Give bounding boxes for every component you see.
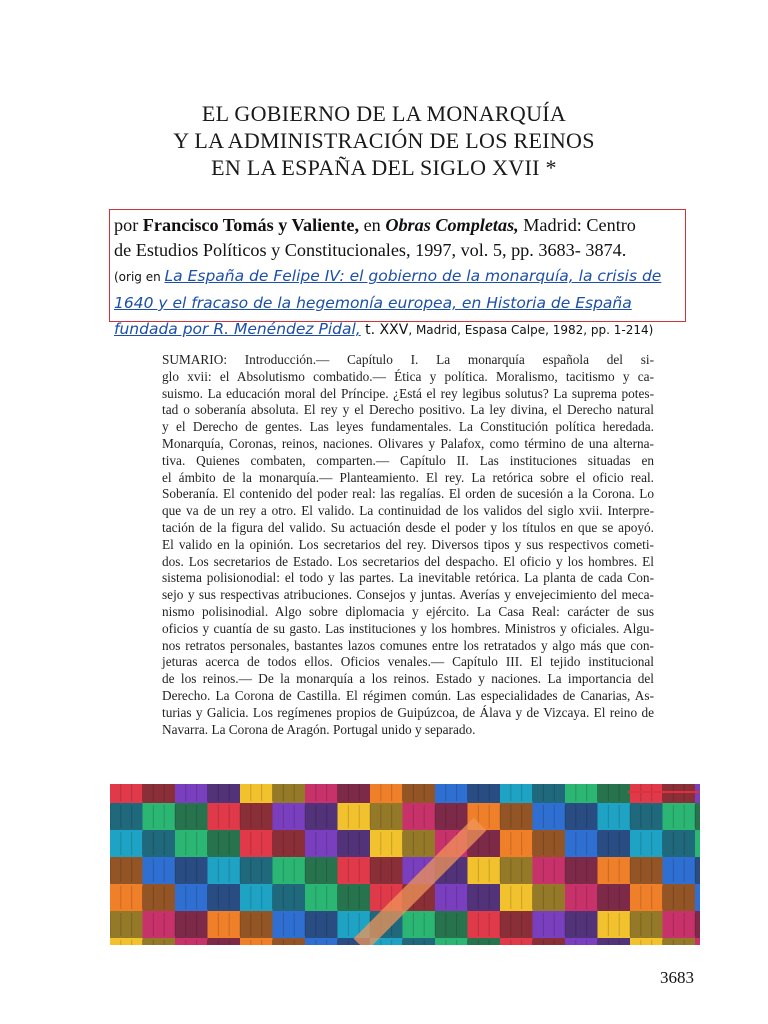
container-block-shade: [240, 857, 273, 884]
sumario-line: que va de un rey a otro. El valido. La continuidad de los validos del siglo xvii. Interpre-: [162, 503, 654, 519]
sumario-line: tad o soberanía absoluta. El rey y el Derecho positivo. La ley divina, el Derecho natural: [162, 402, 654, 418]
container-block: [175, 884, 208, 911]
container-block-shade: [143, 884, 176, 911]
sumario-line: turias y Galicia. Los regímenes propios de Guipúzcoa, de Álava y de Vizcaya. El reino de: [162, 704, 654, 720]
container-block: [435, 784, 468, 803]
container-block: [500, 938, 533, 945]
sumario-block: [162, 352, 654, 738]
container-block-shade: [305, 857, 338, 884]
container-block-shade: [175, 857, 208, 884]
container-block-shade: [240, 803, 273, 830]
container-block-shade: [273, 830, 306, 857]
title-line-3: EN LA ESPAÑA DEL SIGLO XVII *: [211, 155, 557, 180]
container-block-shade: [695, 911, 700, 938]
container-block-shade: [435, 803, 468, 830]
sumario-line: tiva. Quienes combaten, comparten.— Capítulo II. Las instituciones situadas en: [162, 452, 654, 468]
container-block: [110, 830, 143, 857]
citation-box: [109, 209, 686, 338]
container-block-shade: [110, 911, 143, 938]
container-block: [695, 884, 700, 911]
container-block: [273, 911, 306, 938]
container-block-shade: [175, 803, 208, 830]
sumario-line: dos. Los secretarios de Estado. Los secretarios del despacho. El oficio y los hombres. El: [162, 553, 654, 569]
container-block: [500, 830, 533, 857]
title-line-2: Y LA ADMINISTRACIÓN DE LOS REINOS: [173, 128, 595, 153]
sumario-line: jeturas acerca de todos ellos. Oficios venales.— Capítulo III. El tejido institucional: [162, 654, 654, 670]
container-block-shade: [468, 784, 501, 803]
sumario-line: y el Derecho de gentes. Las leyes fundamentales. La Constitución política heredada.: [162, 419, 654, 435]
container-block-shade: [143, 784, 176, 803]
sumario-line: nismo polisinodial. Algo sobre diplomacia y ejército. La Casa Real: carácter de sus: [162, 603, 654, 619]
sumario-line: Derecho. La Corona de Castilla. El régimen común. Las especialidades de Canarias, As-: [162, 687, 654, 703]
citation-work: Obras Completas,: [385, 215, 519, 235]
container-block: [468, 857, 501, 884]
container-block: [338, 857, 371, 884]
container-block-shade: [305, 803, 338, 830]
container-block: [305, 830, 338, 857]
citation-line-5: [114, 316, 681, 343]
citation-line-3: [114, 263, 681, 290]
container-block-shade: [403, 938, 436, 945]
sumario-line: El valido en la opinión. Los secretarios del rey. Diversos tipos y sus respectivos cometi-: [162, 536, 654, 552]
container-block-shade: [533, 784, 566, 803]
container-block-shade: [208, 884, 241, 911]
container-block-shade: [338, 884, 371, 911]
container-block: [175, 830, 208, 857]
article-title: [0, 100, 768, 181]
container-block-shade: [208, 784, 241, 803]
citation-author: Francisco Tomás y Valiente,: [142, 215, 360, 235]
container-block-shade: [338, 784, 371, 803]
citation-link-3[interactable]: fundada por R. Menéndez Pidal,: [114, 320, 361, 338]
container-block-shade: [565, 857, 598, 884]
container-block-shade: [403, 830, 436, 857]
container-block: [403, 911, 436, 938]
container-block: [110, 938, 143, 945]
container-block-shade: [663, 938, 696, 945]
container-block: [175, 938, 208, 945]
container-block: [305, 938, 338, 945]
container-block: [240, 938, 273, 945]
container-block-shade: [598, 938, 631, 945]
container-block: [110, 884, 143, 911]
sumario-line: Soberanía. El contenido del poder real: las regalías. El orden de sucesión a la Corona. Lo: [162, 486, 654, 502]
container-block-shade: [273, 884, 306, 911]
container-block: [565, 830, 598, 857]
container-block-shade: [175, 911, 208, 938]
container-block: [598, 803, 631, 830]
sumario-line: sistema polisionodial: el todo y las partes. La inevitable retórica. La planta de cada Con-: [162, 570, 654, 586]
container-block-shade: [435, 911, 468, 938]
container-block: [305, 784, 338, 803]
container-block: [533, 911, 566, 938]
container-block-shade: [533, 938, 566, 945]
citation-line-4: [114, 290, 681, 316]
sumario-line: el ámbito de la monarquía.— Planteamiento. El rey. La retórica sobre el oficio real.: [162, 469, 654, 485]
container-block-shade: [663, 784, 696, 803]
container-block: [500, 884, 533, 911]
container-block-shade: [565, 803, 598, 830]
citation-link-2[interactable]: 1640 y el fracaso de la hegemonía europea, en Historia de España: [114, 294, 632, 312]
container-block: [663, 911, 696, 938]
sumario-line: oficios y cuantía de su gasto. Las instituciones y los hombres. Ministros y oficiales. Algu-: [162, 620, 654, 636]
container-block-shade: [533, 884, 566, 911]
container-block-shade: [110, 857, 143, 884]
container-block-shade: [468, 938, 501, 945]
container-block: [208, 803, 241, 830]
sumario-line: sejo y sus respectivas atribuciones. Consejos y juntas. Averías y envejecimiento del meca-: [162, 587, 654, 603]
container-block: [468, 911, 501, 938]
citation-en: en: [359, 215, 386, 235]
container-block: [565, 784, 598, 803]
container-block: [273, 803, 306, 830]
container-block-shade: [630, 857, 663, 884]
container-block-shade: [500, 857, 533, 884]
container-block-shade: [598, 884, 631, 911]
container-block-shade: [370, 803, 403, 830]
container-block: [598, 911, 631, 938]
container-block: [435, 938, 468, 945]
sumario-line: Monarquía, Coronas, reinos, naciones. Olivares y Palafox, como término de una alterna-: [162, 435, 654, 451]
sumario-line: suismo. La educación moral del Príncipe. ¿Está el rey legibus solutus? La suprema potes-: [162, 385, 654, 401]
container-block: [143, 911, 176, 938]
container-block: [663, 803, 696, 830]
citation-orig-prefix: (orig en: [114, 270, 165, 284]
title-line-1: EL GOBIERNO DE LA MONARQUÍA: [201, 101, 567, 126]
container-block: [143, 803, 176, 830]
container-block-shade: [598, 784, 631, 803]
container-block-shade: [695, 857, 700, 884]
container-block-shade: [630, 911, 663, 938]
container-block-shade: [240, 911, 273, 938]
container-block: [110, 784, 143, 803]
container-block-shade: [598, 830, 631, 857]
citation-por: por: [114, 215, 143, 235]
container-block-shade: [305, 911, 338, 938]
container-block: [240, 884, 273, 911]
container-block: [370, 784, 403, 803]
container-block-shade: [468, 884, 501, 911]
container-block-shade: [110, 803, 143, 830]
container-block: [143, 857, 176, 884]
container-block: [630, 938, 663, 945]
container-block-shade: [403, 784, 436, 803]
container-block: [533, 803, 566, 830]
container-block: [533, 857, 566, 884]
container-block-shade: [663, 830, 696, 857]
sumario-line: SUMARIO: Introducción.— Capítulo I. La monarquía española del si-: [162, 352, 654, 367]
container-block-shade: [500, 803, 533, 830]
citation-publisher: Madrid: Centro: [518, 215, 636, 235]
container-block-shade: [273, 938, 306, 945]
sumario-line: tación de la figura del valido. Su actuación desde el poder y los títulos en que se apoyó.: [162, 519, 654, 535]
container-block: [695, 830, 700, 857]
container-block-shade: [208, 938, 241, 945]
citation-tomo: t. XXV: [360, 322, 409, 338]
citation-line-1: [114, 213, 681, 238]
container-block: [630, 784, 663, 803]
container-block: [630, 884, 663, 911]
container-block-shade: [663, 884, 696, 911]
sumario-line: de los reinos.— De la monarquía a los reinos. Estado y naciones. La importancia del: [162, 671, 654, 687]
container-block-shade: [695, 803, 700, 830]
container-block-shade: [143, 830, 176, 857]
container-block: [565, 938, 598, 945]
container-block: [273, 857, 306, 884]
decorative-banner-image: [110, 784, 700, 945]
container-block-shade: [533, 830, 566, 857]
container-block: [208, 911, 241, 938]
container-block: [175, 784, 208, 803]
container-block: [630, 830, 663, 857]
container-block: [240, 784, 273, 803]
container-block: [565, 884, 598, 911]
page-number: 3683: [660, 968, 694, 987]
container-block: [598, 857, 631, 884]
container-block-shade: [273, 784, 306, 803]
container-block: [338, 803, 371, 830]
citation-line-2: de Estudios Políticos y Constitucionales, 1997, vol. 5, pp. 3683- 3874.: [114, 240, 627, 260]
container-block: [663, 857, 696, 884]
container-block-shade: [500, 911, 533, 938]
container-block: [208, 857, 241, 884]
citation-pub-suffix: , Madrid, Espasa Calpe, 1982, pp. 1-214): [408, 323, 654, 337]
container-block: [305, 884, 338, 911]
sumario-line: glo xvii: el Absolutismo combatido.— Ética y política. Moralismo, tacitismo y ca-: [162, 368, 654, 384]
container-block: [435, 884, 468, 911]
container-block-shade: [208, 830, 241, 857]
container-block-shade: [565, 911, 598, 938]
sumario-line: Navarra. La Corona de Aragón. Portugal unido y separado.: [162, 721, 476, 737]
container-block-shade: [630, 803, 663, 830]
container-block: [500, 784, 533, 803]
container-block-shade: [370, 857, 403, 884]
citation-link-1[interactable]: La España de Felipe IV: el gobierno de la monarquía, la crisis de: [164, 267, 662, 285]
container-block: [695, 784, 700, 803]
container-block: [403, 803, 436, 830]
sumario-line: nos retratos personales, bastantes lazos comunes entre los retratados y algo más que con-: [162, 637, 654, 653]
container-pattern-image: [110, 784, 700, 945]
container-block-shade: [338, 830, 371, 857]
container-block: [240, 830, 273, 857]
container-block: [370, 830, 403, 857]
container-block-shade: [143, 938, 176, 945]
container-block: [695, 938, 700, 945]
